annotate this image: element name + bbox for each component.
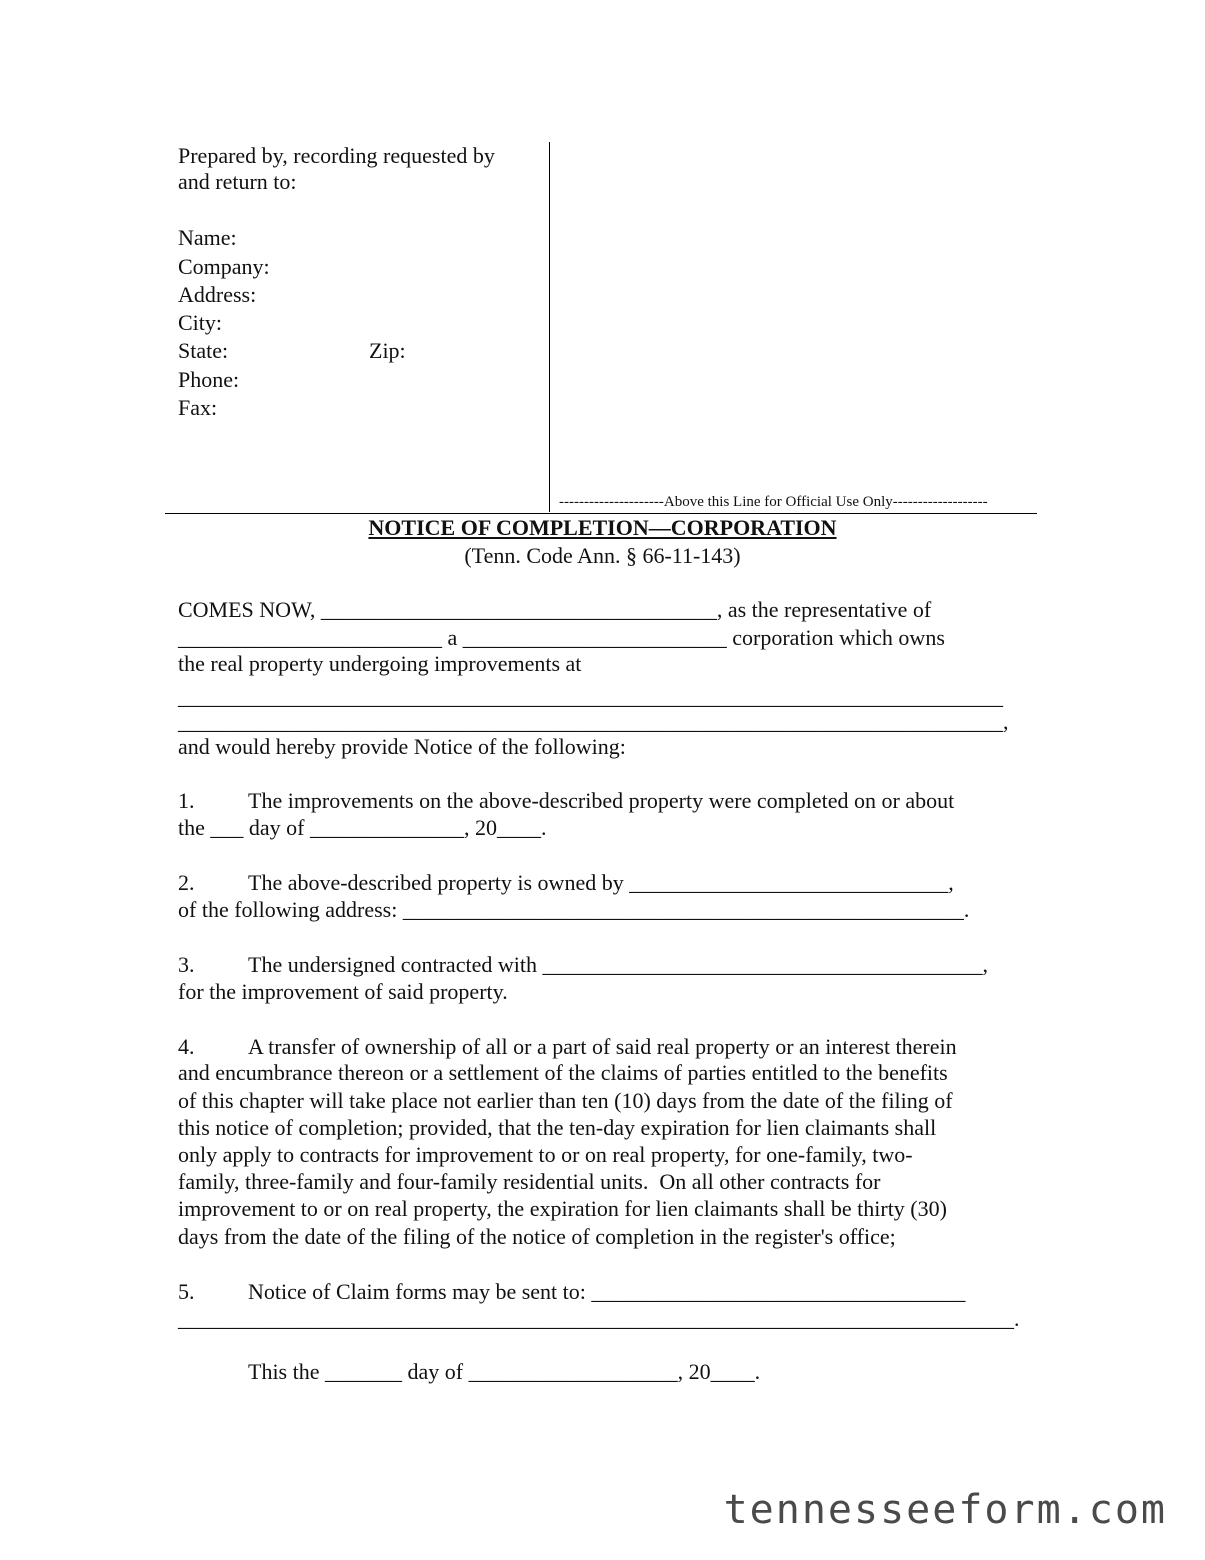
- item-3-line-1: The undersigned contracted with ________________________________________,: [248, 952, 988, 977]
- zip-label: Zip:: [369, 338, 406, 363]
- item-1-number: 1.: [178, 788, 195, 813]
- item-2-number: 2.: [178, 870, 195, 895]
- header-vertical-divider: [549, 142, 550, 512]
- intro-line-5: ___________________________________________________________________________,: [178, 709, 1009, 734]
- item-5-line-1: Notice of Claim forms may be sent to: __________________________________: [248, 1279, 966, 1304]
- item-2-line-2: of the following address: ___________________________________________________.: [178, 897, 970, 922]
- intro-line-4: ___________________________________________________________________________: [178, 684, 1003, 709]
- item-3-number: 3.: [178, 952, 195, 977]
- item-4-line-5: only apply to contracts for improvement to or on real property, for one-family, two-: [178, 1142, 913, 1167]
- intro-line-3: the real property undergoing improvements at: [178, 651, 582, 676]
- item-4-line-6: family, three-family and four-family residential units. On all other contracts for: [178, 1169, 881, 1194]
- fax-label: Fax:: [178, 395, 218, 420]
- site-watermark: tennesseeform.com: [723, 1487, 1167, 1533]
- name-label: Name:: [178, 225, 237, 250]
- item-3-line-2: for the improvement of said property.: [178, 979, 508, 1004]
- item-4-line-8: days from the date of the filing of the notice of completion in the register's office;: [178, 1224, 896, 1249]
- item-5-number: 5.: [178, 1279, 195, 1304]
- dated-line: This the _______ day of ___________________, 20____.: [248, 1359, 761, 1384]
- item-4-line-3: of this chapter will take place not earlier than ten (10) days from the date of the filing of: [178, 1088, 953, 1113]
- intro-line-2: ________________________ a ________________________ corporation which owns: [178, 625, 945, 650]
- intro-line-6: and would hereby provide Notice of the following:: [178, 734, 626, 759]
- company-label: Company:: [178, 254, 270, 279]
- phone-label: Phone:: [178, 367, 240, 392]
- item-4-line-1: A transfer of ownership of all or a part of said real property or an interest therein: [248, 1034, 957, 1059]
- city-label: City:: [178, 310, 223, 335]
- item-4-number: 4.: [178, 1034, 195, 1059]
- item-5-line-2: ____________________________________________________________________________.: [178, 1306, 1020, 1331]
- item-1-line-1: The improvements on the above-described property were completed on or about: [248, 788, 955, 813]
- document-title: NOTICE OF COMPLETION—CORPORATION: [368, 515, 837, 540]
- header-horizontal-rule: [165, 513, 1037, 514]
- prepared-by-line1: Prepared by, recording requested by: [178, 143, 495, 168]
- item-4-line-4: this notice of completion; provided, that the ten-day expiration for lien claimants shall: [178, 1115, 937, 1140]
- statute-citation: (Tenn. Code Ann. § 66-11-143): [464, 543, 741, 568]
- item-2-line-1: The above-described property is owned by _____________________________,: [248, 870, 954, 895]
- state-label: State:: [178, 338, 229, 363]
- prepared-by-line2: and return to:: [178, 169, 297, 194]
- item-1-line-2: the ___ day of ______________, 20____.: [178, 815, 547, 840]
- address-label: Address:: [178, 282, 257, 307]
- official-use-line: ---------------------Above this Line for Official Use Only-------------------: [559, 494, 988, 510]
- intro-line-1: COMES NOW, ____________________________________, as the representative of: [178, 597, 932, 622]
- item-4-line-7: improvement to or on real property, the expiration for lien claimants shall be thirty (30): [178, 1196, 947, 1221]
- item-4-line-2: and encumbrance thereon or a settlement of the claims of parties entitled to the benefits: [178, 1060, 948, 1085]
